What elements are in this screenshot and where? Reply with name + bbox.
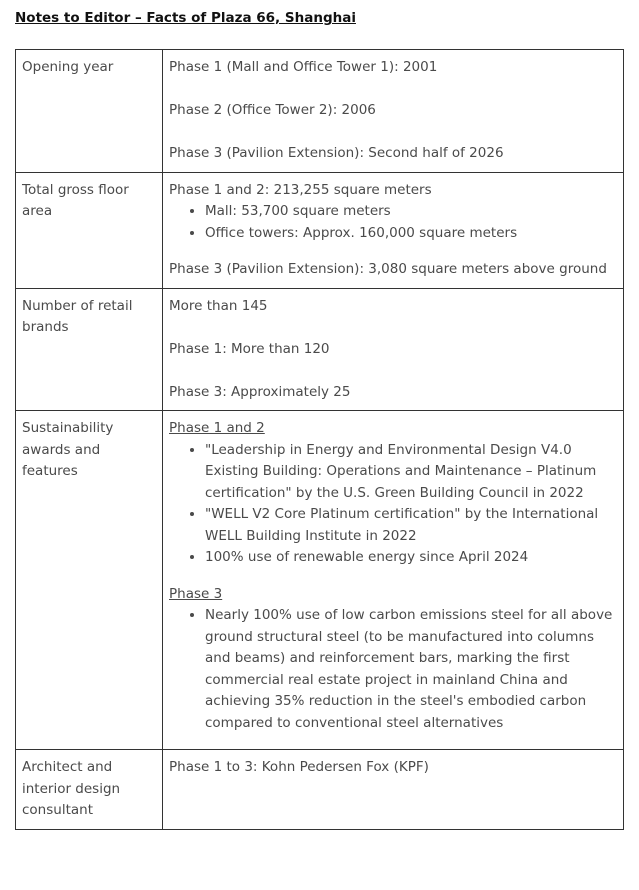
- facts-table: [15, 49, 624, 830]
- list-item: • Mall: 53,700 square meters: [205, 201, 617, 223]
- retail-phase-3: Phase 3: Approximately 25: [169, 383, 351, 400]
- row-value-opening-year: [163, 50, 624, 173]
- row-label-retail-brands: Number of retail brands: [16, 288, 163, 411]
- list-item: • "Leadership in Energy and Environmental Design V4.0 Existing Building: Operations and Maintenance – Platinum certification" by the U.S. Green Building Council in 2022: [205, 440, 617, 505]
- retail-total: More than 145: [169, 297, 268, 314]
- list-item: • "WELL V2 Core Platinum certification" by the International WELL Building Institute in 2022: [205, 504, 617, 547]
- gfa-intro: Phase 1 and 2: 213,255 square meters: [169, 181, 432, 198]
- row-label-sustainability: Sustainability awards and features: [16, 411, 163, 750]
- opening-phase-3: Phase 3 (Pavilion Extension): Second half of 2026: [169, 145, 504, 161]
- table-row-retail-brands: [16, 288, 624, 411]
- list-item: • 100% use of renewable energy since April 2024: [205, 547, 617, 569]
- row-label-opening-year: Opening year: [16, 50, 163, 173]
- opening-phase-1: Phase 1 (Mall and Office Tower 1): 2001: [169, 59, 438, 75]
- row-value-architect: Phase 1 to 3: Kohn Pedersen Fox (KPF): [163, 750, 624, 830]
- retail-phase-1: Phase 1: More than 120: [169, 340, 330, 357]
- sustainability-phase-3-list: [169, 605, 617, 734]
- gfa-bullet-list: [169, 201, 617, 244]
- table-row-opening-year: [16, 50, 624, 173]
- list-item: • Office towers: Approx. 160,000 square meters: [205, 223, 617, 245]
- row-label-architect: Architect and interior design consultant: [16, 750, 163, 830]
- row-value-gross-floor-area: [163, 172, 624, 288]
- row-value-retail-brands: [163, 288, 624, 411]
- table-row-sustainability: [16, 411, 624, 750]
- sustainability-phase-1-2-heading: Phase 1 and 2: [169, 420, 265, 436]
- sustainability-phase-3-heading: Phase 3: [169, 585, 223, 602]
- row-label-gross-floor-area: Total gross floor area: [16, 172, 163, 288]
- sustainability-phase-1-2-list: [169, 440, 617, 569]
- page-title: Notes to Editor – Facts of Plaza 66, Shanghai: [15, 10, 356, 26]
- table-row-gross-floor-area: [16, 172, 624, 288]
- gfa-outro: Phase 3 (Pavilion Extension): 3,080 square meters above ground: [169, 261, 607, 277]
- row-value-sustainability: [163, 411, 624, 750]
- list-item: • Nearly 100% use of low carbon emissions steel for all above ground structural steel (to be manufactured into columns and beams) and reinforcement bars, marking the first commercial real estate project in mainland China and achieving 35% reduction in the steel's embodied carbon compared to conventional steel alternatives: [205, 605, 617, 734]
- opening-phase-2: Phase 2 (Office Tower 2): 2006: [169, 102, 376, 118]
- table-row-architect: [16, 750, 624, 830]
